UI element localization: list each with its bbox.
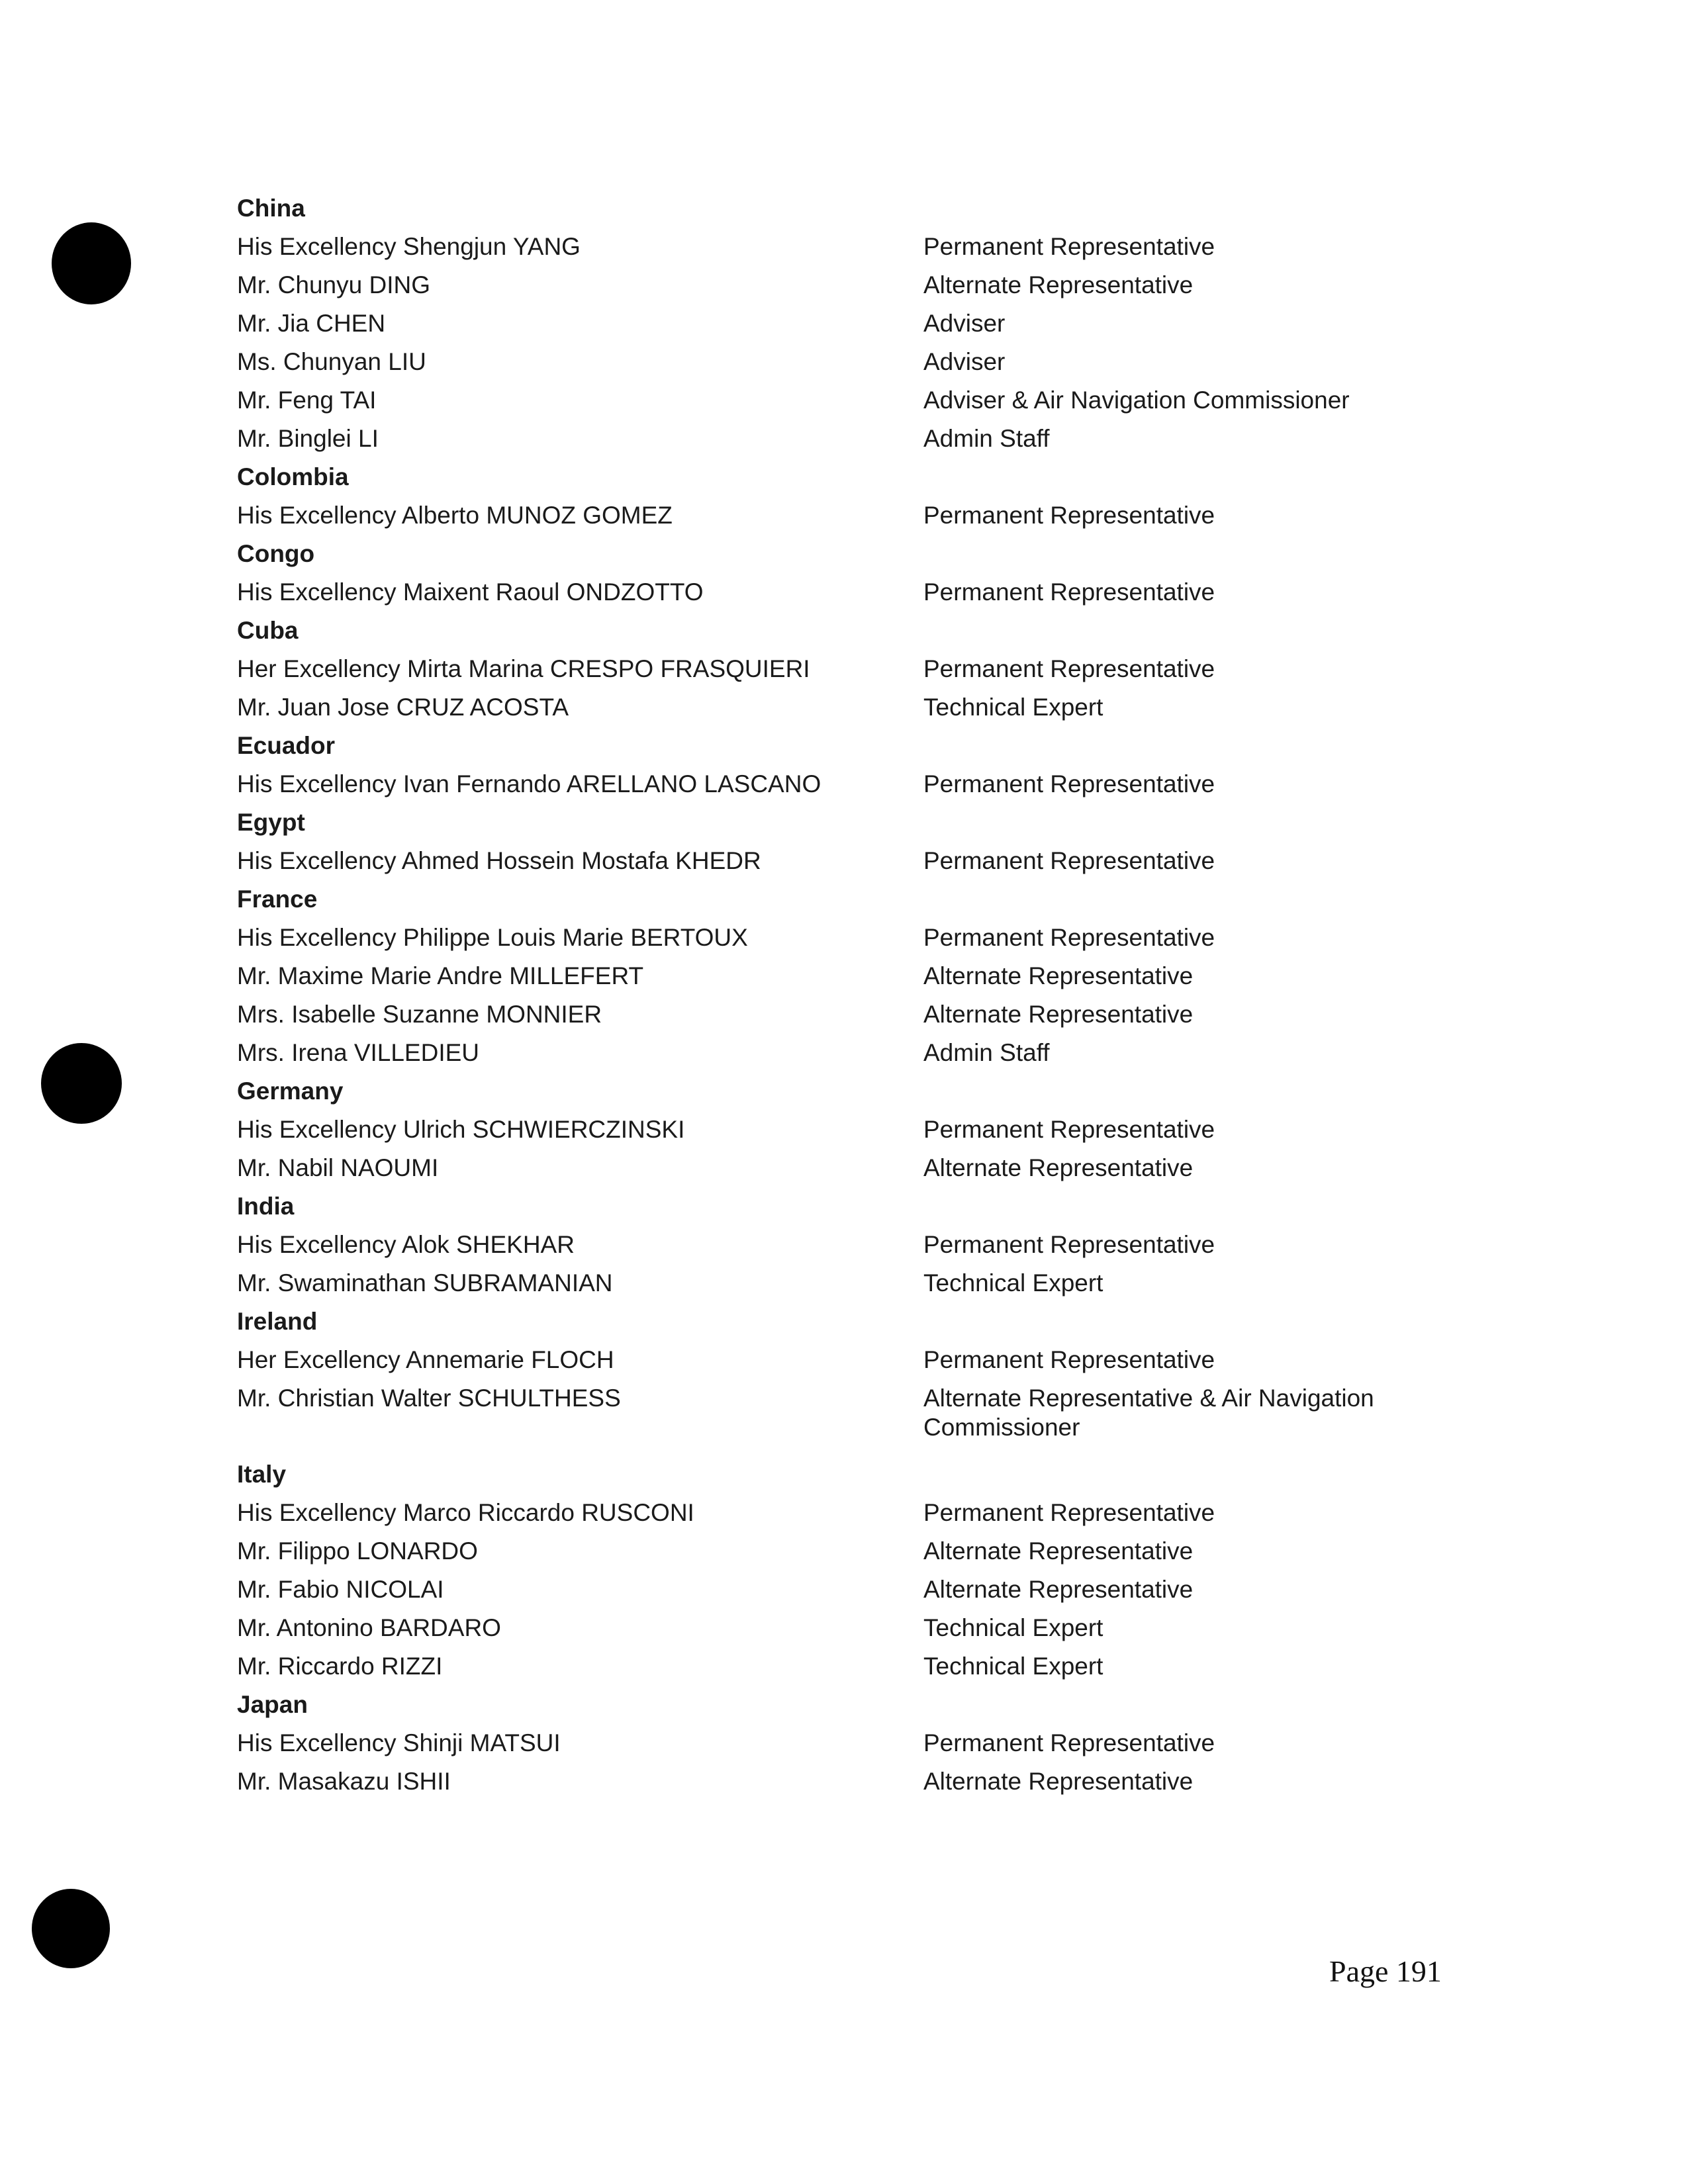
member-name: Mrs. Irena VILLEDIEU (237, 1039, 480, 1066)
member-role: Alternate Representative (923, 962, 1194, 989)
member-role: Permanent Representative (923, 1231, 1215, 1258)
member-row (237, 995, 1475, 1034)
page-number: Page 191 (1329, 1954, 1442, 1988)
member-role: Permanent Representative (923, 847, 1215, 874)
member-name: Mr. Nabil NAOUMI (237, 1154, 439, 1181)
member-row (237, 765, 1475, 803)
member-row (237, 1724, 1475, 1762)
member-role: Alternate Representative (923, 1537, 1194, 1565)
member-role: Technical Expert (923, 1269, 1103, 1297)
country-block (237, 535, 1475, 612)
member-role: Alternate Representative (923, 271, 1194, 298)
member-name: His Excellency Shengjun YANG (237, 233, 581, 260)
country-block (237, 1072, 1475, 1187)
member-name: His Excellency Philippe Louis Marie BERTOUX (237, 924, 748, 951)
country-name: Egypt (237, 809, 305, 836)
member-row (237, 842, 1475, 880)
member-role: Alternate Representative (923, 1768, 1194, 1795)
member-row (237, 1264, 1475, 1302)
country-block (237, 612, 1475, 727)
member-row (237, 1034, 1475, 1072)
member-role: Permanent Representative (923, 1346, 1215, 1373)
member-name: His Excellency Marco Riccardo RUSCONI (237, 1499, 694, 1526)
country-block (237, 880, 1475, 1072)
member-role: Alternate Representative (923, 1154, 1194, 1181)
member-name: Mr. Feng TAI (237, 387, 377, 414)
member-row (237, 1379, 1475, 1455)
member-role: Admin Staff (923, 425, 1050, 452)
member-row (237, 1149, 1475, 1187)
member-name: Mr. Juan Jose CRUZ ACOSTA (237, 694, 569, 721)
member-name: Mr. Riccardo RIZZI (237, 1653, 443, 1680)
member-name: His Excellency Ivan Fernando ARELLANO LASCANO (237, 770, 821, 797)
member-row (237, 1647, 1475, 1686)
country-name: Japan (237, 1691, 308, 1718)
member-row (237, 381, 1475, 420)
country-block (237, 727, 1475, 803)
member-name: Mr. Binglei LI (237, 425, 379, 452)
member-role: Alternate Representative (923, 1576, 1194, 1603)
country-block (237, 803, 1475, 880)
member-name: His Excellency Ulrich SCHWIERCZINSKI (237, 1116, 685, 1143)
member-row (237, 1609, 1475, 1647)
country-block (237, 1686, 1475, 1801)
country-name: Ecuador (237, 732, 336, 759)
punch-hole (32, 1889, 110, 1968)
member-role: Permanent Representative (923, 578, 1215, 606)
member-name: His Excellency Shinji MATSUI (237, 1729, 561, 1756)
member-name: Mr. Antonino BARDARO (237, 1614, 501, 1641)
member-row (237, 1341, 1475, 1379)
member-name: Mr. Christian Walter SCHULTHESS (237, 1385, 621, 1412)
country-block (237, 1302, 1475, 1455)
country-name: China (237, 195, 305, 222)
member-name: Mr. Masakazu ISHII (237, 1768, 451, 1795)
country-name: France (237, 886, 318, 913)
country-name: Ireland (237, 1308, 318, 1335)
member-row (237, 1494, 1475, 1532)
member-role: Permanent Representative (923, 502, 1215, 529)
member-name: Mr. Filippo LONARDO (237, 1537, 478, 1565)
country-block (237, 189, 1475, 458)
member-name: His Excellency Alberto MUNOZ GOMEZ (237, 502, 673, 529)
member-role: Adviser (923, 310, 1006, 337)
member-name: Mr. Chunyu DING (237, 271, 430, 298)
member-name: Her Excellency Annemarie FLOCH (237, 1346, 614, 1373)
member-role: Permanent Representative (923, 1729, 1215, 1756)
member-row (237, 688, 1475, 727)
country-name: Italy (237, 1461, 287, 1488)
member-row (237, 1532, 1475, 1570)
country-name: Cuba (237, 617, 299, 644)
member-role: Permanent Representative (923, 924, 1215, 951)
member-role: Permanent Representative (923, 1116, 1215, 1143)
member-role: Alternate Representative & Air Navigation Commissioner (923, 1385, 1374, 1441)
member-row (237, 228, 1475, 266)
member-row (237, 304, 1475, 343)
punch-hole (52, 222, 131, 304)
member-name: Mr. Jia CHEN (237, 310, 386, 337)
member-role: Permanent Representative (923, 770, 1215, 797)
member-row (237, 1762, 1475, 1801)
member-role: Permanent Representative (923, 1499, 1215, 1526)
member-row (237, 420, 1475, 458)
member-role: Technical Expert (923, 694, 1103, 721)
member-role: Permanent Representative (923, 233, 1215, 260)
member-row (237, 496, 1475, 535)
member-row (237, 266, 1475, 304)
member-name: Her Excellency Mirta Marina CRESPO FRASQUIERI (237, 655, 810, 682)
delegation-list (237, 189, 1475, 1801)
member-name: His Excellency Maixent Raoul ONDZOTTO (237, 578, 704, 606)
member-row (237, 1570, 1475, 1609)
punch-hole (41, 1043, 122, 1124)
member-name: Ms. Chunyan LIU (237, 348, 426, 375)
member-name: His Excellency Alok SHEKHAR (237, 1231, 575, 1258)
country-name: India (237, 1193, 295, 1220)
member-name: Mrs. Isabelle Suzanne MONNIER (237, 1001, 602, 1028)
country-name: Congo (237, 540, 315, 567)
country-block (237, 1455, 1475, 1686)
member-role: Technical Expert (923, 1653, 1103, 1680)
member-row (237, 1226, 1475, 1264)
country-block (237, 1187, 1475, 1302)
country-name: Colombia (237, 463, 349, 490)
member-role: Technical Expert (923, 1614, 1103, 1641)
member-name: Mr. Fabio NICOLAI (237, 1576, 444, 1603)
member-row (237, 919, 1475, 957)
member-role: Permanent Representative (923, 655, 1215, 682)
member-name: Mr. Maxime Marie Andre MILLEFERT (237, 962, 644, 989)
member-name: Mr. Swaminathan SUBRAMANIAN (237, 1269, 613, 1297)
member-row (237, 1111, 1475, 1149)
member-row (237, 650, 1475, 688)
member-name: His Excellency Ahmed Hossein Mostafa KHEDR (237, 847, 761, 874)
member-role: Alternate Representative (923, 1001, 1194, 1028)
country-block (237, 458, 1475, 535)
member-role: Admin Staff (923, 1039, 1050, 1066)
member-role: Adviser (923, 348, 1006, 375)
member-row (237, 957, 1475, 995)
member-row (237, 343, 1475, 381)
member-role: Adviser & Air Navigation Commissioner (923, 387, 1350, 414)
member-row (237, 573, 1475, 612)
country-name: Germany (237, 1077, 344, 1105)
